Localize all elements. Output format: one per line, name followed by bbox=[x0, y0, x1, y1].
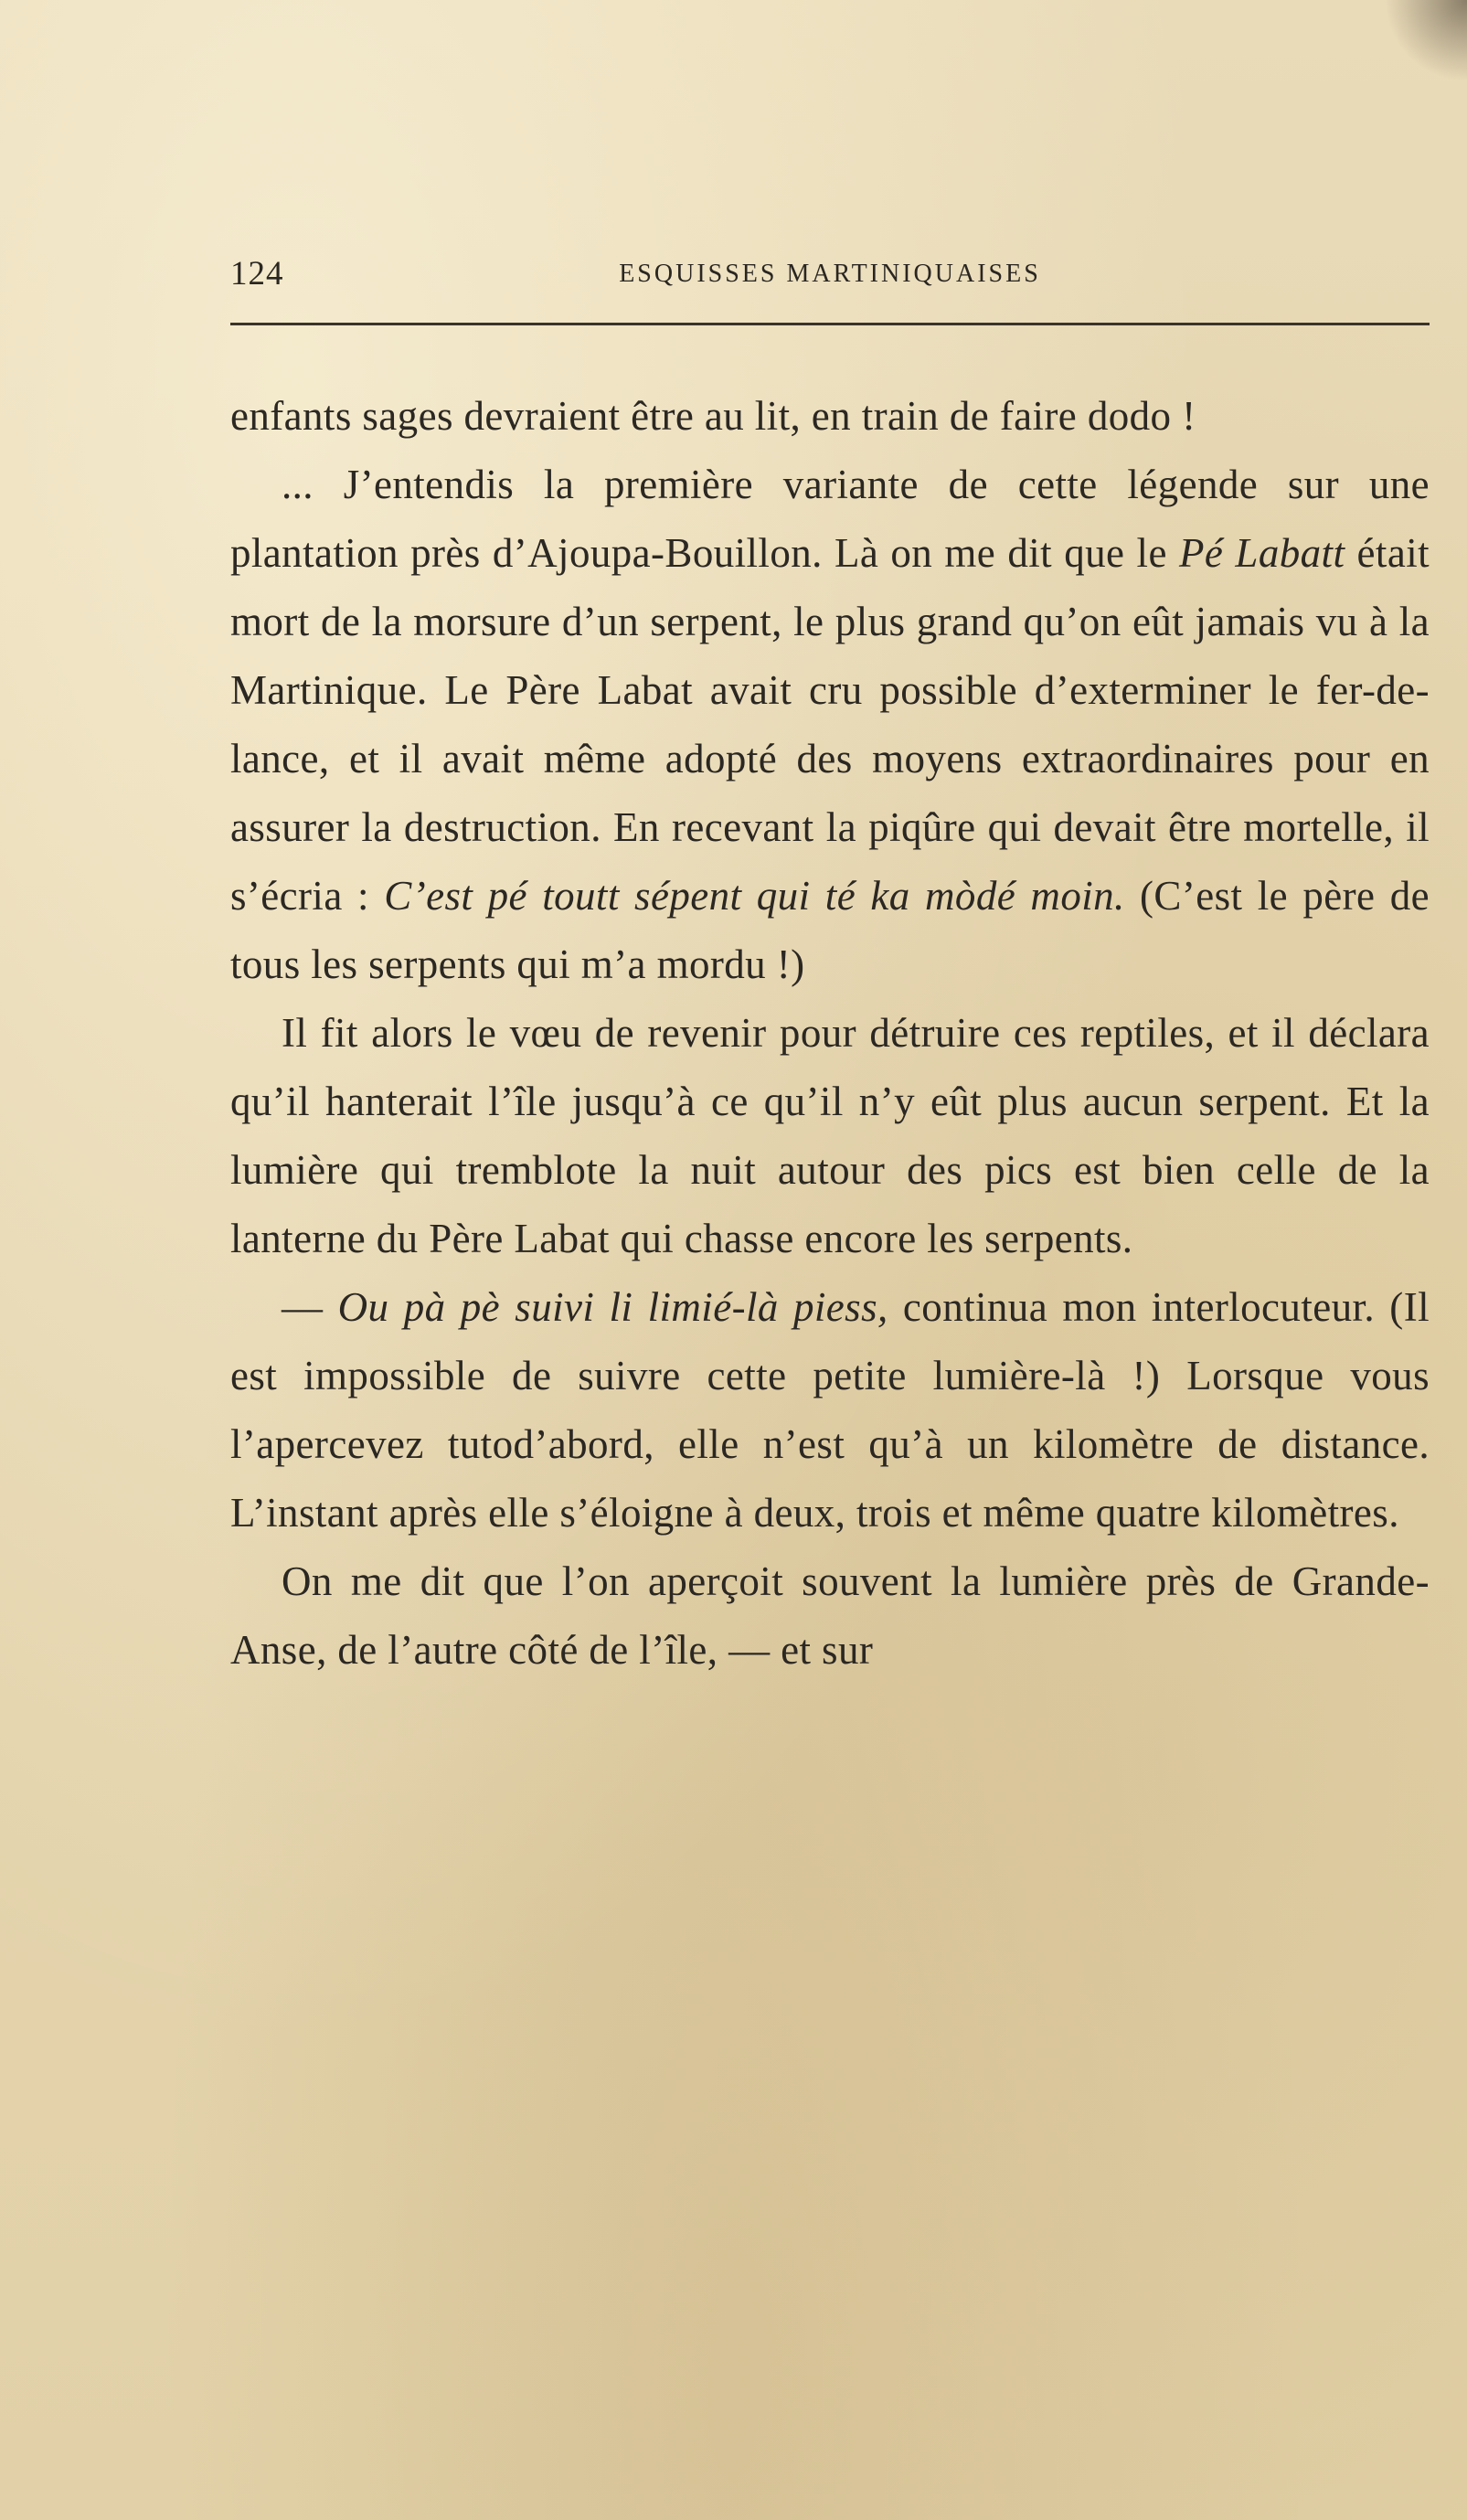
page-corner-shadow bbox=[1385, 0, 1467, 82]
page-header bbox=[230, 254, 1430, 300]
text-segment: ... J’entendis la première variante de cette légende sur une plantation près d’Ajoupa-Bouillon. Là on me dit que le bbox=[230, 462, 1430, 576]
paragraph bbox=[230, 999, 1430, 1273]
text-segment: continua mon interlocuteur. (Il est impossible de suivre cette petite lumière-là !) Lorsque vous l’apercevez tutod’abord, elle n’est qu’à un kilomètre de distance. L’instant après elle s’éloigne à deux, trois et même quatre kilomètres. bbox=[230, 1284, 1430, 1536]
text-segment: était mort de la morsure d’un serpent, le plus grand qu’on eût jamais vu à la Martinique. Le Père Labat avait cru possible d’exterminer le fer-de-lance, et il avait même adopté des moyens extraordinaires pour en assurer la destruction. En recevant la piqûre qui devait être mortelle, il s’écria : bbox=[230, 530, 1430, 919]
body-text bbox=[230, 382, 1430, 1685]
paragraph bbox=[230, 1547, 1430, 1685]
paragraph bbox=[230, 382, 1430, 451]
text-segment: enfants sages devraient être au lit, en train de faire dodo ! bbox=[230, 393, 1196, 439]
italic-text-segment: C’est pé toutt sépent qui té ka mòdé moin. bbox=[384, 873, 1125, 919]
italic-text-segment: Pé Labatt bbox=[1179, 530, 1345, 576]
header-rule bbox=[230, 323, 1430, 325]
italic-text-segment: Ou pà pè suivi li limié-là piess, bbox=[337, 1284, 888, 1330]
paragraph bbox=[230, 451, 1430, 999]
text-segment: Il fit alors le vœu de revenir pour détruire ces reptiles, et il déclara qu’il hanterait l’île jusqu’à ce qu’il n’y eût plus aucun serpent. Et la lumière qui tremblote la nuit autour des pics est bien celle de la lanterne du Père Labat qui chasse encore les serpents. bbox=[230, 1010, 1430, 1261]
running-title: ESQUISSES MARTINIQUAISES bbox=[619, 260, 1041, 288]
text-segment: (C’est le père de tous les serpents qui m’a mordu !) bbox=[230, 873, 1430, 987]
text-segment: — bbox=[282, 1284, 338, 1330]
paragraph bbox=[230, 1273, 1430, 1547]
page-number: 124 bbox=[230, 255, 284, 292]
text-segment: On me dit que l’on aperçoit souvent la lumière près de Grande-Anse, de l’autre côté de l’île, — et sur bbox=[230, 1558, 1430, 1673]
